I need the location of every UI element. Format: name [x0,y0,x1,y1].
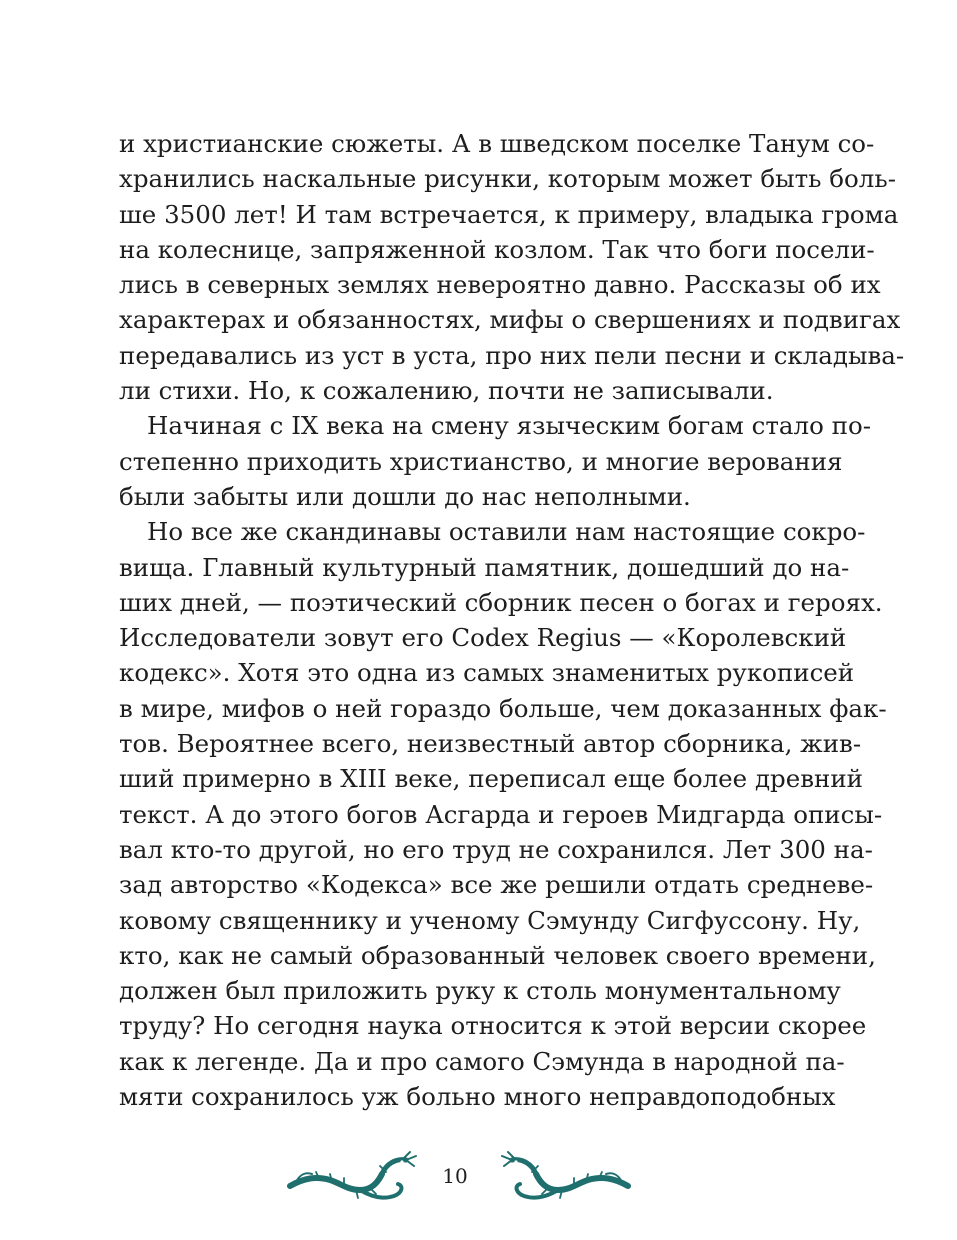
text-line: ших дней, — поэтический сборник песен о богах и героях. [119,587,883,617]
text-line: мяти сохранилось уж больно много неправдоподобных [119,1082,836,1112]
text-line: текст. А до этого богов Асгарда и героев Мидгарда описы- [119,799,883,829]
text-line: были забыты или дошли до нас неполными. [119,481,691,511]
paragraph [119,126,905,408]
text-line: лись в северных землях невероятно давно. Рассказы об их [119,270,881,300]
page-footer [0,1150,957,1210]
text-line: на колеснице, запряженной козлом. Так что боги посели- [119,234,875,264]
text-line: как к легенде. Да и про самого Сэмунда в народной па- [119,1046,845,1076]
text-line: зад авторство «Кодекса» все же решили отдать средневе- [119,870,874,900]
dragon-ornament-left-icon [286,1150,421,1205]
text-line: Но все же скандинавы оставили нам настоящие сокро- [147,517,866,547]
text-line: характерах и обязанностях, мифы о свершениях и подвигах [119,305,901,335]
text-line: Начиная с IX века на смену языческим богам стало по- [147,411,871,441]
dragon-ornament-right-icon [497,1150,632,1205]
text-line: тов. Вероятнее всего, неизвестный автор сборника, жив- [119,729,862,759]
text-line: степенно приходить христианство, и многие верования [119,446,843,476]
text-line: вища. Главный культурный памятник, дошедший до на- [119,552,850,582]
text-line: кодекс». Хотя это одна из самых знаменитых рукописей [119,658,855,688]
text-line: и христианские сюжеты. А в шведском поселке Танум со- [119,129,875,158]
text-line: ковому священнику и ученому Сэмунду Сигфуссону. Ну, [119,905,861,935]
text-line: должен был приложить руку к столь монументальному [119,976,841,1006]
paragraph [119,408,871,514]
text-line: в мире, мифов о ней гораздо больше, чем доказанных фак- [119,693,887,723]
text-line: кто, как не самый образованный человек своего времени, [119,940,876,970]
text-line: вал кто-то другой, но его труд не сохранился. Лет 300 на- [119,834,873,864]
text-line: хранились наскальные рисунки, которым может быть боль- [119,164,896,194]
text-line: ший примерно в XIII веке, переписал еще более древний [119,764,864,794]
text-line: ше 3500 лет! И там встречается, к примеру, владыка грома [119,199,899,229]
text-line: Исследователи зовут его Codex Regius — «Королевский [119,623,847,653]
text-line: ли стихи. Но, к сожалению, почти не записывали. [119,376,774,406]
page-number: 10 [442,1164,468,1188]
text-line: труду? Но сегодня наука относится к этой версии скорее [119,1011,867,1041]
body-text [119,126,905,1114]
text-line: передавались из уст в уста, про них пели песни и складыва- [119,340,905,370]
paragraph [119,514,887,1114]
